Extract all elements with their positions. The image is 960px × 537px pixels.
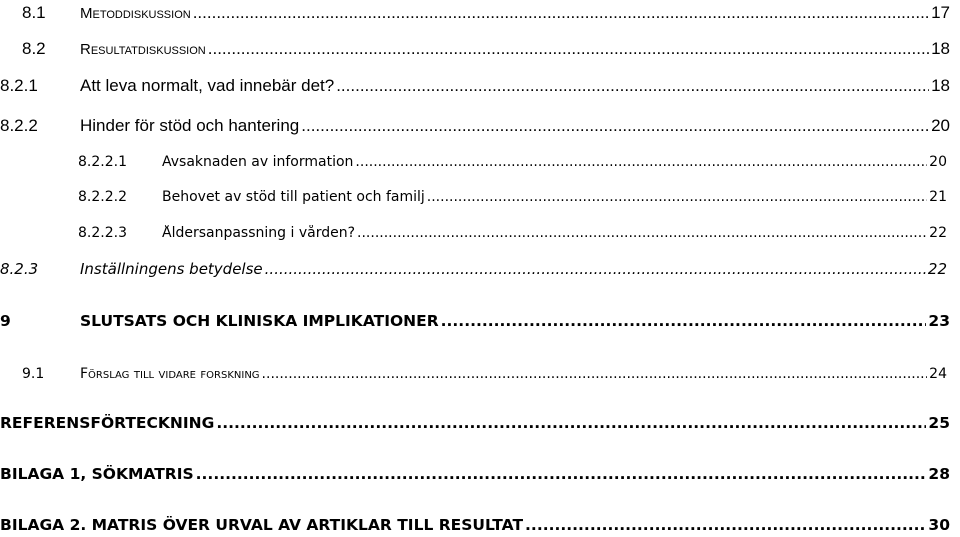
toc-entry-8-1[interactable] [0, 3, 960, 23]
toc-leader-dots [193, 3, 929, 23]
toc-entry-number: 8.2.3 [0, 260, 39, 278]
toc-leader-dots [216, 414, 926, 432]
toc-entry-number: 8.2.2.2 [78, 189, 127, 205]
toc-entry-number: 8.2.2.1 [78, 154, 127, 170]
toc-entry-references[interactable] [0, 414, 960, 432]
toc-leader-dots [196, 465, 927, 483]
toc-entry-page: 21 [929, 189, 947, 205]
toc-entry-title: Behovet av stöd till patient och familj [162, 189, 425, 205]
toc-entry-appendix-1[interactable] [0, 465, 960, 483]
toc-entry-number: 8.2 [22, 39, 46, 58]
toc-entry-page: 20 [931, 116, 950, 135]
toc-entry-page: 18 [931, 39, 950, 58]
toc-entry-title: BILAGA 2. MATRIS ÖVER URVAL AV ARTIKLAR TILL RESULTAT [0, 516, 524, 534]
toc-leader-dots [441, 312, 927, 330]
toc-entry-title: Att leva normalt, vad innebär det? [80, 76, 335, 95]
toc-entry-8-2-2-3[interactable] [0, 225, 960, 241]
toc-leader-dots [355, 154, 927, 170]
toc-leader-dots [265, 260, 926, 278]
toc-entry-title: BILAGA 1, SÖKMATRIS [0, 465, 194, 483]
toc-leader-dots [301, 116, 929, 136]
toc-entry-page: 20 [929, 154, 947, 170]
toc-entry-page: 18 [931, 76, 950, 95]
toc-entry-title: Förslag till vidare forskning [80, 366, 260, 382]
toc-entry-page: 17 [931, 3, 950, 22]
toc-entry-number: 9 [0, 312, 11, 330]
toc-entry-8-2-2[interactable] [0, 116, 960, 136]
toc-entry-8-2-2-1[interactable] [0, 154, 960, 170]
toc-entry-page: 30 [928, 516, 950, 534]
toc-entry-page: 23 [928, 312, 950, 330]
toc-entry-number: 8.2.2 [0, 116, 38, 135]
toc-entry-title: Avsaknaden av information [162, 154, 354, 170]
toc-leader-dots [427, 189, 927, 205]
toc-entry-title: Hinder för stöd och hantering [80, 116, 300, 135]
toc-leader-dots [262, 366, 928, 382]
toc-entry-number: 8.2.2.3 [78, 225, 127, 241]
toc-entry-number: 8.2.1 [0, 76, 38, 95]
toc-entry-title: Metoddiskussion [80, 5, 191, 22]
toc-entry-number: 8.1 [22, 3, 46, 22]
toc-leader-dots [525, 516, 926, 534]
toc-entry-9-1[interactable] [0, 366, 960, 382]
toc-entry-9[interactable] [0, 312, 960, 330]
toc-leader-dots [357, 225, 927, 241]
toc-entry-8-2-3[interactable] [0, 260, 960, 278]
toc-entry-title: Inställningens betydelse [80, 260, 263, 278]
toc-leader-dots [336, 76, 929, 96]
toc-entry-8-2[interactable] [0, 39, 960, 59]
toc-entry-title: Åldersanpassning i vården? [162, 225, 356, 241]
toc-entry-page: 22 [927, 260, 947, 278]
toc-entry-page: 24 [929, 366, 947, 382]
toc-entry-page: 25 [928, 414, 950, 432]
toc-entry-number: 9.1 [22, 366, 45, 382]
toc-entry-page: 28 [928, 465, 950, 483]
toc-entry-title: REFERENSFÖRTECKNING [0, 414, 215, 432]
toc-entry-8-2-1[interactable] [0, 76, 960, 96]
toc-entry-page: 22 [929, 225, 947, 241]
toc-leader-dots [208, 39, 929, 59]
toc-entry-title: SLUTSATS OCH KLINISKA IMPLIKATIONER [80, 312, 439, 330]
toc-entry-appendix-2[interactable] [0, 516, 960, 534]
toc-entry-8-2-2-2[interactable] [0, 189, 960, 205]
toc-entry-title: Resultatdiskussion [80, 41, 206, 58]
